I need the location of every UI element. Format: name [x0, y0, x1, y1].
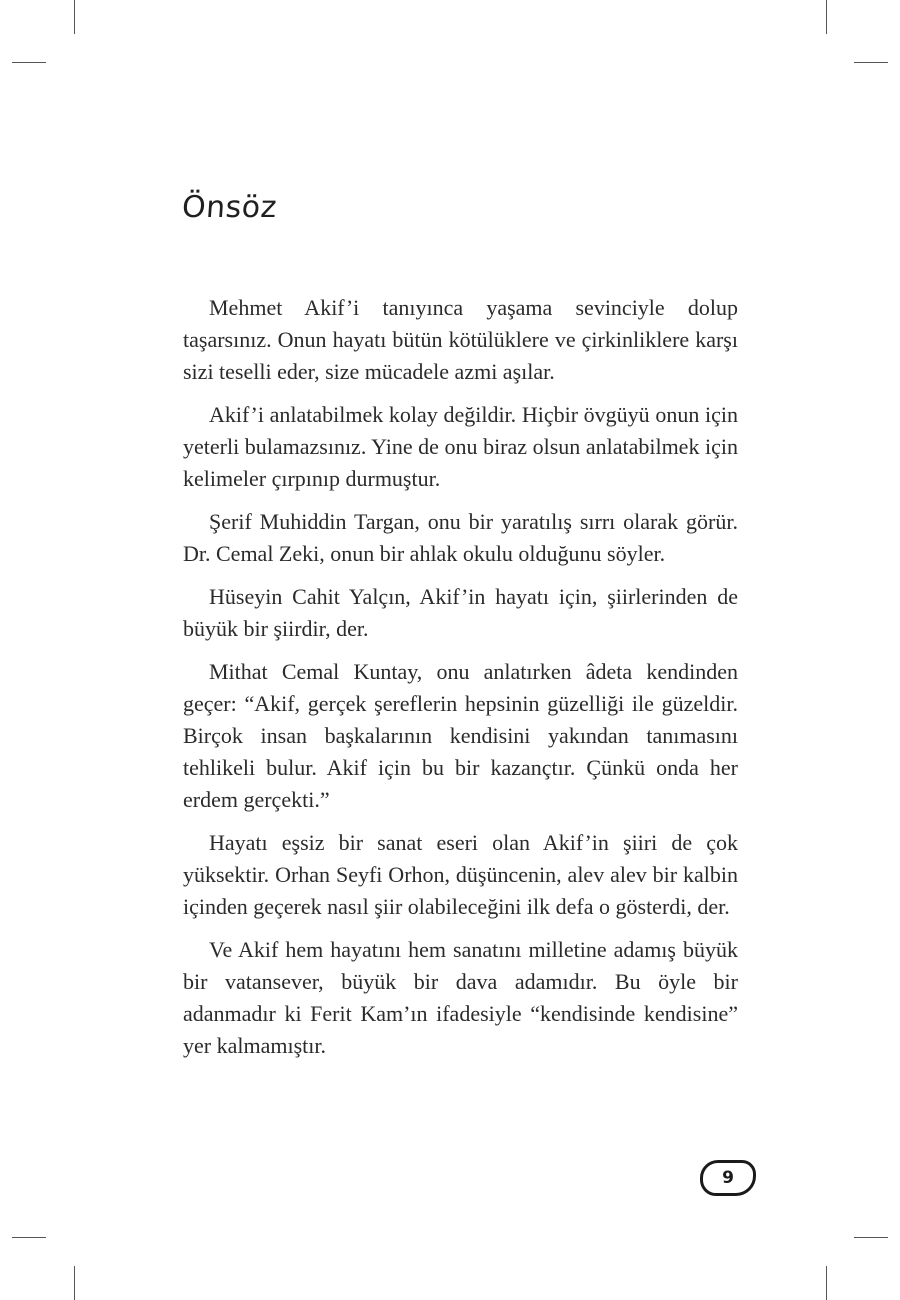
crop-mark-top-right [826, 0, 827, 34]
paragraph: Şerif Muhiddin Targan, onu bir yaratılış sırrı olarak görür. Dr. Cemal Zeki, onun bir ahlak okulu olduğunu söyler. [183, 509, 738, 566]
paragraph: Hayatı eşsiz bir sanat eseri olan Akif’in şiiri de çok yüksektir. Orhan Seyfi Orhon, düşüncenin, alev alev bir kalbin içinden geçerek nasıl şiir olabileceğini ilk defa o gösterdi, der. [183, 830, 738, 919]
paragraph: Hüseyin Cahit Yalçın, Akif’in hayatı için, şiirlerinden de büyük bir şiirdir, der. [183, 584, 738, 641]
crop-mark-bottom-right [826, 1266, 827, 1300]
paragraph: Akif’i anlatabilmek kolay değildir. Hiçbir övgüyü onun için yeterli bulamazsınız. Yine de onu biraz olsun anlatabilmek için kelimeler çırpınıp durmuştur. [183, 402, 738, 491]
crop-mark-top-left [74, 0, 75, 34]
crop-mark-bottom-left [74, 1266, 75, 1300]
paragraph: Mehmet Akif’i tanıyınca yaşama sevinciyle dolup taşarsınız. Onun hayatı bütün kötülüklere ve çirkinliklere karşı sizi teselli eder, size mücadele azmi aşılar. [183, 295, 738, 384]
crop-mark-left-top [12, 62, 46, 63]
page-number: 9 [700, 1160, 756, 1196]
crop-mark-right-bottom [854, 1237, 888, 1238]
preface-body [183, 292, 738, 1073]
paragraph: Ve Akif hem hayatını hem sanatını milletine adamış büyük bir vatansever, büyük bir dava adamıdır. Bu öyle bir adanmadır ki Ferit Kam’ın ifadesiyle “kendisinde kendisine” yer kalmamıştır. [183, 937, 738, 1058]
paragraph: Mithat Cemal Kuntay, onu anlatırken âdeta kendinden geçer: “Akif, gerçek şereflerin hepsinin güzelliği ile güzeldir. Birçok insan başkalarının kendisini yakından tanımasını tehlikeli bulur. Akif için bu bir kazançtır. Çünkü onda her erdem gerçekti.” [183, 659, 738, 812]
crop-mark-right-top [854, 62, 888, 63]
page-title: Önsöz [180, 190, 279, 225]
crop-mark-left-bottom [12, 1237, 46, 1238]
